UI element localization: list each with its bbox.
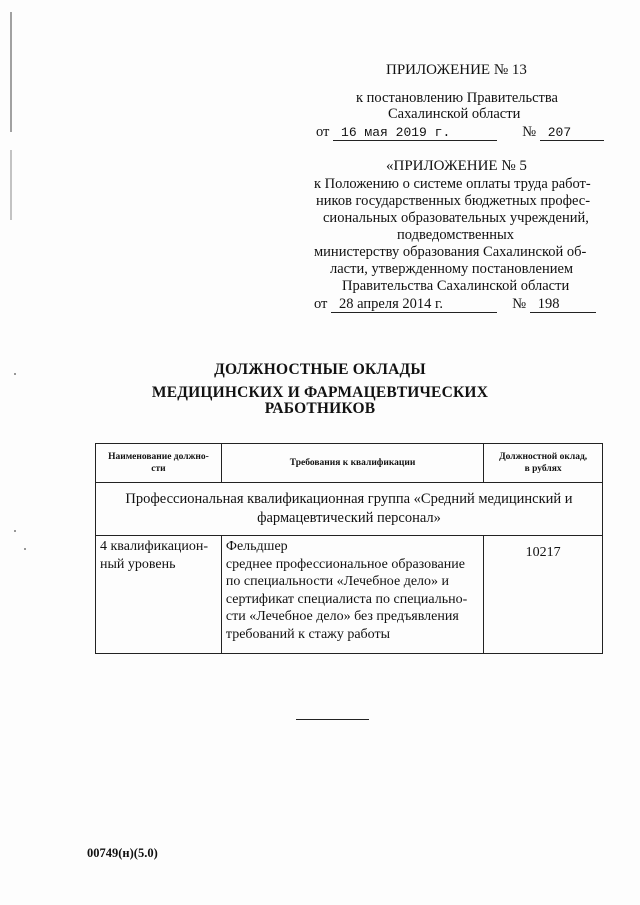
number-label: № bbox=[522, 124, 537, 140]
inner-appendix-line: министерству образования Сахалинской об- bbox=[314, 244, 587, 260]
requirements-text: по специальности «Лечебное дело» и bbox=[225, 574, 450, 589]
inner-appendix-date-line bbox=[314, 296, 596, 313]
salary-value: 10217 bbox=[525, 545, 561, 560]
salary-table bbox=[95, 443, 603, 654]
from-label: от bbox=[314, 296, 328, 312]
group-text: фармацевтический персонал» bbox=[257, 510, 441, 526]
requirements-text: сертификат специалиста по специально- bbox=[225, 591, 468, 607]
appendix-date: 16 мая 2019 г. bbox=[333, 125, 497, 141]
inner-appendix-title: «ПРИЛОЖЕНИЕ № 5 bbox=[386, 158, 527, 174]
scan-speck bbox=[24, 548, 26, 550]
inner-appendix-line: ласти, утвержденному постановлением bbox=[330, 261, 574, 277]
inner-appendix-line: сиональных образовательных учреждений, bbox=[323, 210, 589, 226]
appendix-to-line: к постановлению Правительства bbox=[356, 90, 558, 106]
level-text: ный уровень bbox=[100, 556, 176, 572]
inner-appendix-line: к Положению о системе оплаты труда работ- bbox=[314, 176, 591, 192]
column-header-text: Наименование должно- bbox=[108, 452, 209, 462]
inner-appendix-line: Правительства Сахалинской области bbox=[342, 278, 570, 294]
table-row bbox=[96, 536, 603, 654]
scan-speck bbox=[14, 530, 16, 532]
column-header-salary bbox=[484, 444, 603, 483]
document-heading-line: ДОЛЖНОСТНЫЕ ОКЛАДЫ bbox=[214, 361, 426, 378]
appendix-title: ПРИЛОЖЕНИЕ № 13 bbox=[386, 62, 527, 78]
scan-margin-mark bbox=[10, 150, 12, 220]
column-header-requirements bbox=[221, 444, 483, 483]
from-label: от bbox=[316, 124, 330, 140]
number-label: № bbox=[512, 296, 527, 312]
qualification-level-cell bbox=[96, 536, 222, 654]
salary-cell bbox=[484, 536, 603, 654]
document-heading-line: МЕДИЦИНСКИХ И ФАРМАЦЕВТИЧЕСКИХ bbox=[151, 384, 489, 401]
inner-appendix-line: подведомственных bbox=[397, 227, 514, 243]
level-text: 4 квалификацион- bbox=[100, 539, 209, 554]
requirements-text: сти «Лечебное дело» без предъявления bbox=[225, 609, 459, 624]
table-header-row bbox=[96, 444, 603, 483]
inner-appendix-number: 198 bbox=[530, 297, 596, 313]
appendix-to-line: Сахалинской области bbox=[388, 106, 521, 122]
group-text: Профессиональная квалификационная группа «Средний медицинский и bbox=[125, 491, 573, 507]
requirements-text: Фельдшер bbox=[225, 539, 288, 554]
end-separator-line bbox=[296, 719, 369, 720]
column-header-text: Требования к квалификации bbox=[289, 458, 416, 468]
document-heading-line: РАБОТНИКОВ bbox=[264, 400, 376, 417]
table-group-row bbox=[96, 483, 603, 536]
requirements-text: среднее профессиональное образование bbox=[225, 556, 465, 572]
column-header-position bbox=[96, 444, 222, 483]
document-code: 00749(н)(5.0) bbox=[87, 846, 158, 860]
appendix-number: 207 bbox=[540, 125, 604, 141]
column-header-text: в рублях bbox=[524, 464, 562, 474]
scan-margin-mark bbox=[10, 12, 12, 132]
inner-appendix-line: ников государственных бюджетных профес- bbox=[316, 193, 591, 209]
appendix-date-line bbox=[316, 124, 604, 141]
column-header-text: сти bbox=[151, 464, 166, 474]
qualification-group-cell bbox=[96, 483, 603, 536]
column-header-text: Должностной оклад, bbox=[499, 452, 588, 462]
requirements-cell bbox=[221, 536, 483, 654]
inner-appendix-date: 28 апреля 2014 г. bbox=[331, 297, 497, 313]
requirements-text: требований к стажу работы bbox=[225, 626, 391, 642]
